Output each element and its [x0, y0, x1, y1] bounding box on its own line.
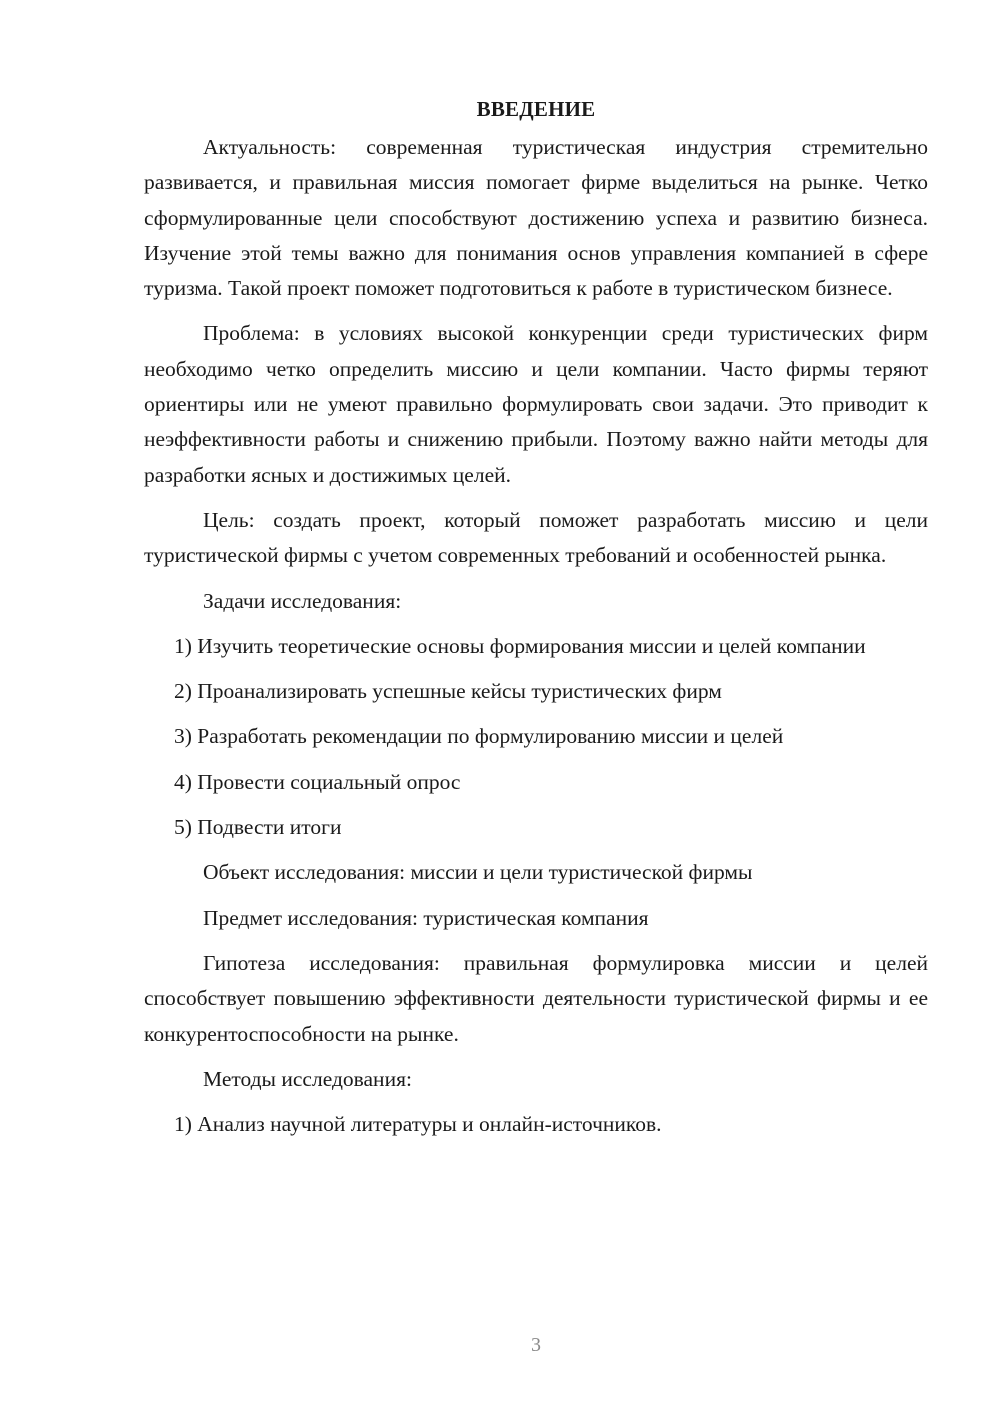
paragraph-goal: Цель: создать проект, который поможет разработать миссию и цели туристической фирмы с учетом современных требований и особенностей рынка.: [144, 507, 928, 568]
paragraph-problem: Проблема: в условиях высокой конкуренции среди туристических фирм необходимо четко определить миссию и цели компании. Часто фирмы теряют ориентиры или не умеют правильно формулировать свои задачи. Это приводит к неэффективности работы и снижению прибыли. Поэтому важно найти методы для разработки ясных и достижимых целей.: [144, 321, 928, 487]
research-subject: Предмет исследования: туристическая компания: [203, 905, 649, 930]
page-title: ВВЕДЕНИЕ: [476, 97, 596, 121]
methods-heading: Методы исследования:: [203, 1066, 412, 1091]
method-item: 1) Анализ научной литературы и онлайн-источников.: [174, 1112, 662, 1137]
task-item: 1) Изучить теоретические основы формирования миссии и целей компании: [174, 633, 866, 658]
research-hypothesis: Гипотеза исследования: правильная формулировка миссии и целей способствует повышению эффективности деятельности туристической фирмы и ее конкурентоспособности на рынке.: [144, 950, 928, 1046]
research-object: Объект исследования: миссии и цели туристической фирмы: [203, 860, 753, 885]
document-page: [144, 92, 928, 1142]
paragraph-relevance: Актуальность: современная туристическая индустрия стремительно развивается, и правильная миссия помогает фирме выделиться на рынке. Четко сформулированные цели способствуют достижению успеха и развитию бизнеса. Изучение этой темы важно для понимания основ управления компанией в сфере туризма. Такой проект поможет подготовиться к работе в туристическом бизнесе.: [144, 135, 928, 301]
task-item: 5) Подвести итоги: [174, 815, 342, 840]
task-item: 3) Разработать рекомендации по формулированию миссии и целей: [174, 724, 784, 749]
task-item: 4) Провести социальный опрос: [174, 769, 461, 794]
page-number: 3: [531, 1334, 541, 1356]
task-item: 2) Проанализировать успешные кейсы туристических фирм: [174, 679, 722, 704]
tasks-heading: Задачи исследования:: [203, 588, 402, 613]
